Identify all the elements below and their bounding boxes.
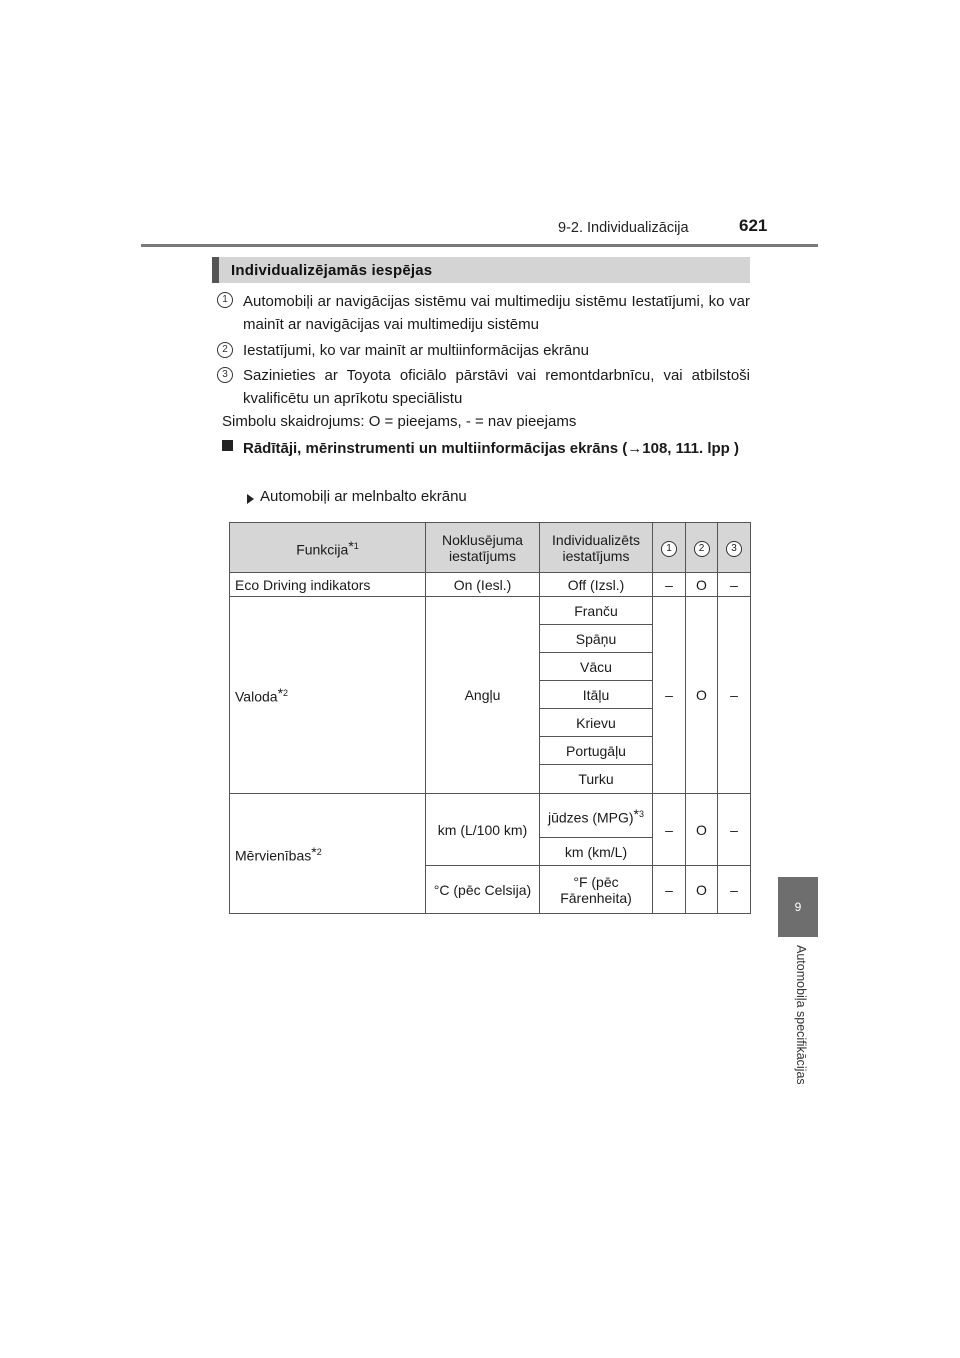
note-2: Iestatījumi, ko var mainīt ar multiinformācijas ekrānu [243, 342, 589, 359]
table-row [230, 573, 751, 597]
units-c1a: – [653, 794, 686, 866]
table-row [230, 794, 751, 838]
header-function: Funkcija$^{*1}$ [230, 523, 426, 573]
language-option: Franču [540, 597, 653, 625]
section-heading-accent [212, 257, 219, 283]
language-option: Krievu [540, 709, 653, 737]
language-function: Valoda$^{*2}$ [230, 597, 426, 794]
language-default: Angļu [426, 597, 540, 794]
section-title: Individualizējamās iespējas [231, 261, 433, 279]
header-col-1 [653, 523, 686, 573]
eco-default: On (Iesl.) [426, 573, 540, 597]
units-c2b: O [686, 866, 718, 914]
language-c3: – [718, 597, 751, 794]
header-col-3 [718, 523, 751, 573]
chapter-number: 9 [794, 900, 802, 914]
square-bullet-icon [222, 440, 233, 451]
units-custom-mpg: jūdzes (MPG)$^{*3}$ [540, 794, 653, 838]
units-c1b: – [653, 866, 686, 914]
table-row [230, 597, 751, 625]
language-option: Spāņu [540, 625, 653, 653]
units-custom-temp: °F (pēc Fārenheita) [540, 866, 653, 914]
units-function: Mērvienības$^{*2}$ [230, 794, 426, 914]
header-default: Noklusējuma iestatījums [426, 523, 540, 573]
units-default-temp: °C (pēc Celsija) [426, 866, 540, 914]
triangle-bullet-icon [247, 494, 254, 504]
vehicle-variant-label: Automobiļi ar melnbalto ekrānu [260, 488, 467, 505]
table-header-row [230, 523, 751, 573]
chapter-title: Automobiļa specifikācijas [794, 945, 808, 1085]
eco-function: Eco Driving indikators [230, 573, 426, 597]
language-c2: O [686, 597, 718, 794]
units-c2a: O [686, 794, 718, 866]
note-marker-3: 3 [217, 367, 233, 383]
language-option: Vācu [540, 653, 653, 681]
page-number: 621 [739, 216, 768, 235]
subheading: Rādītāji, mērinstrumenti un multiinformācijas ekrāns (→108, 111. lpp ) [243, 440, 739, 457]
running-header-section: 9-2. Individualizācija [558, 220, 689, 236]
note-marker-2: 2 [217, 342, 233, 358]
section-heading-bar [212, 257, 750, 283]
note-marker-1: 1 [217, 292, 233, 308]
header-col-2 [686, 523, 718, 573]
circled-2-icon: 2 [694, 541, 710, 557]
eco-c2: O [686, 573, 718, 597]
symbol-legend: Simbolu skaidrojums: O = pieejams, - = nav pieejams [222, 413, 577, 430]
circled-1-icon: 1 [661, 541, 677, 557]
units-c3a: – [718, 794, 751, 866]
language-c1: – [653, 597, 686, 794]
eco-custom: Off (Izsl.) [540, 573, 653, 597]
language-option: Portugāļu [540, 737, 653, 765]
eco-c1: – [653, 573, 686, 597]
language-option: Turku [540, 765, 653, 794]
circled-3-icon: 3 [726, 541, 742, 557]
note-3: Sazinieties ar Toyota oficiālo pārstāvi vai remontdarbnīcu, vai atbilstoši kvalificētu un aprīkotu speciālistu [243, 367, 750, 407]
chapter-tab [778, 877, 818, 937]
header-custom: Individualizēts iestatījums [540, 523, 653, 573]
eco-c3: – [718, 573, 751, 597]
header-rule [141, 244, 818, 247]
units-c3b: – [718, 866, 751, 914]
units-default-distance: km (L/100 km) [426, 794, 540, 866]
units-custom-kml: km (km/L) [540, 838, 653, 866]
language-option: Itāļu [540, 681, 653, 709]
note-1: Automobiļi ar navigācijas sistēmu vai multimediju sistēmu Iestatījumi, ko var mainīt ar navigācijas vai multimediju sistēmu [243, 293, 750, 333]
settings-table [229, 522, 751, 914]
